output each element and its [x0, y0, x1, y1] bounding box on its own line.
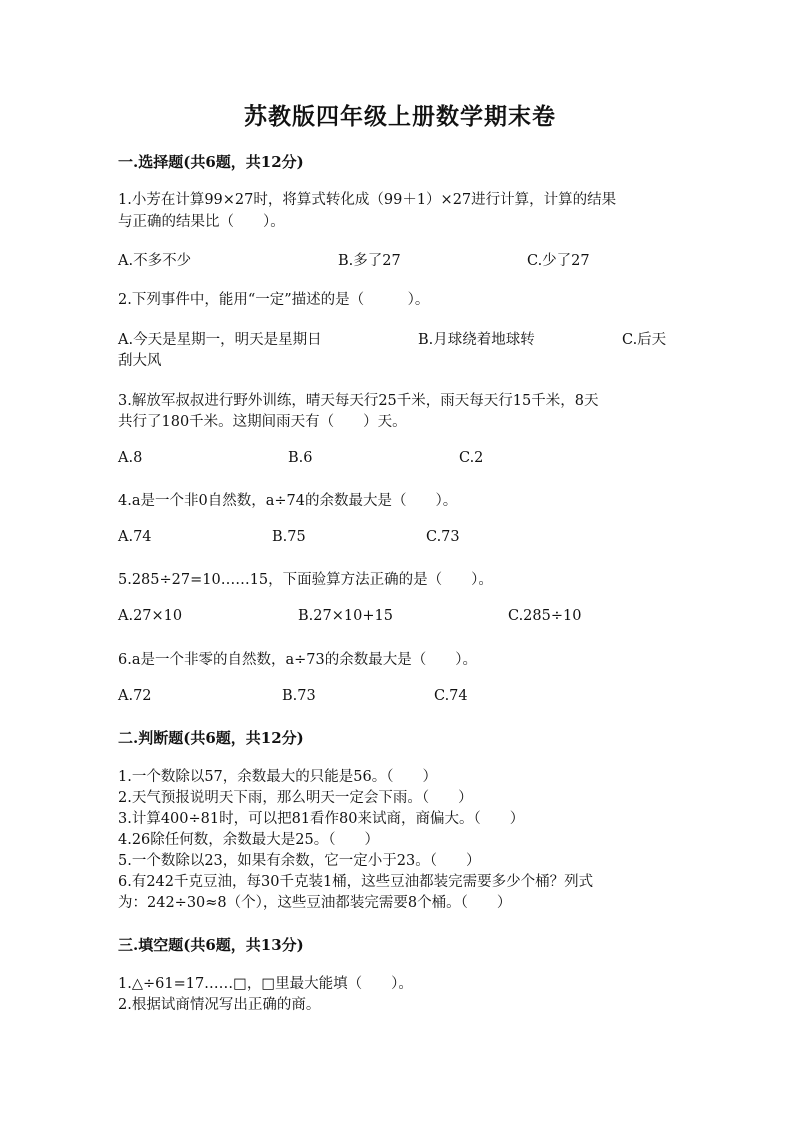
option-a: A.8: [118, 450, 143, 466]
option-b: B.75: [272, 529, 306, 545]
question-text: 共行了180千米。这期间雨天有（ ）天。: [118, 414, 407, 430]
judgment-item-continued: 为：242÷30≈8（个），这些豆油都装完需要8个桶。（ ）: [118, 895, 512, 911]
judgment-item: 5.一个数除以23，如果有余数，它一定小于23。（ ）: [118, 853, 481, 869]
section-heading-judgment: 二.判断题(共6题，共12分): [118, 729, 304, 747]
option-c: C.74: [434, 688, 468, 704]
option-c: C.后天: [622, 332, 667, 348]
judgment-item: 6.有242千克豆油，每30千克装1桶，这些豆油都装完需要多少个桶？列式: [118, 874, 594, 890]
option-b: B.月球绕着地球转: [418, 332, 535, 348]
option-c: C.2: [459, 450, 484, 466]
question-text: 1.小芳在计算99×27时，将算式转化成（99＋1）×27进行计算，计算的结果: [118, 192, 617, 208]
option-b: B.多了27: [338, 253, 401, 269]
judgment-item: 3.计算400÷81时，可以把81看作80来试商，商偏大。（ ）: [118, 811, 525, 827]
fill-item: 2.根据试商情况写出正确的商。: [118, 997, 321, 1013]
question-text: 与正确的结果比（ ）。: [118, 214, 285, 230]
option-a: A.27×10: [118, 608, 183, 624]
option-a: A.72: [118, 688, 152, 704]
section-heading-fill: 三.填空题(共6题，共13分): [118, 936, 304, 954]
option-b: B.73: [282, 688, 316, 704]
question-text: 2.下列事件中，能用“一定”描述的是（ ）。: [118, 292, 430, 308]
judgment-item: 4.26除任何数，余数最大是25。（ ）: [118, 832, 379, 848]
section-heading-choice: 一.选择题(共6题，共12分): [118, 153, 304, 171]
option-c: C.少了27: [527, 253, 590, 269]
option-a: A.74: [118, 529, 152, 545]
option-c: C.285÷10: [508, 608, 582, 624]
option-b: B.6: [288, 450, 313, 466]
question-text: 6.a是一个非零的自然数，a÷73的余数最大是（ ）。: [118, 652, 477, 668]
page-title: 苏教版四年级上册数学期末卷: [244, 103, 556, 130]
question-text: 3.解放军叔叔进行野外训练，晴天每天行25千米，雨天每天行15千米，8天: [118, 393, 599, 409]
option-a: A.今天是星期一，明天是星期日: [118, 332, 322, 348]
option-a: A.不多不少: [118, 253, 192, 269]
fill-item: 1.△÷61=17……□，□里最大能填（ ）。: [118, 976, 413, 992]
question-text: 4.a是一个非0自然数，a÷74的余数最大是（ ）。: [118, 493, 458, 509]
option-b: B.27×10+15: [298, 608, 393, 624]
option-c: C.73: [426, 529, 460, 545]
option-c-continued: 刮大风: [118, 353, 162, 369]
question-text: 5.285÷27=10……15，下面验算方法正确的是（ ）。: [118, 572, 493, 588]
judgment-item: 2.天气预报说明天下雨，那么明天一定会下雨。（ ）: [118, 790, 473, 806]
judgment-item: 1.一个数除以57，余数最大的只能是56。（ ）: [118, 769, 437, 785]
